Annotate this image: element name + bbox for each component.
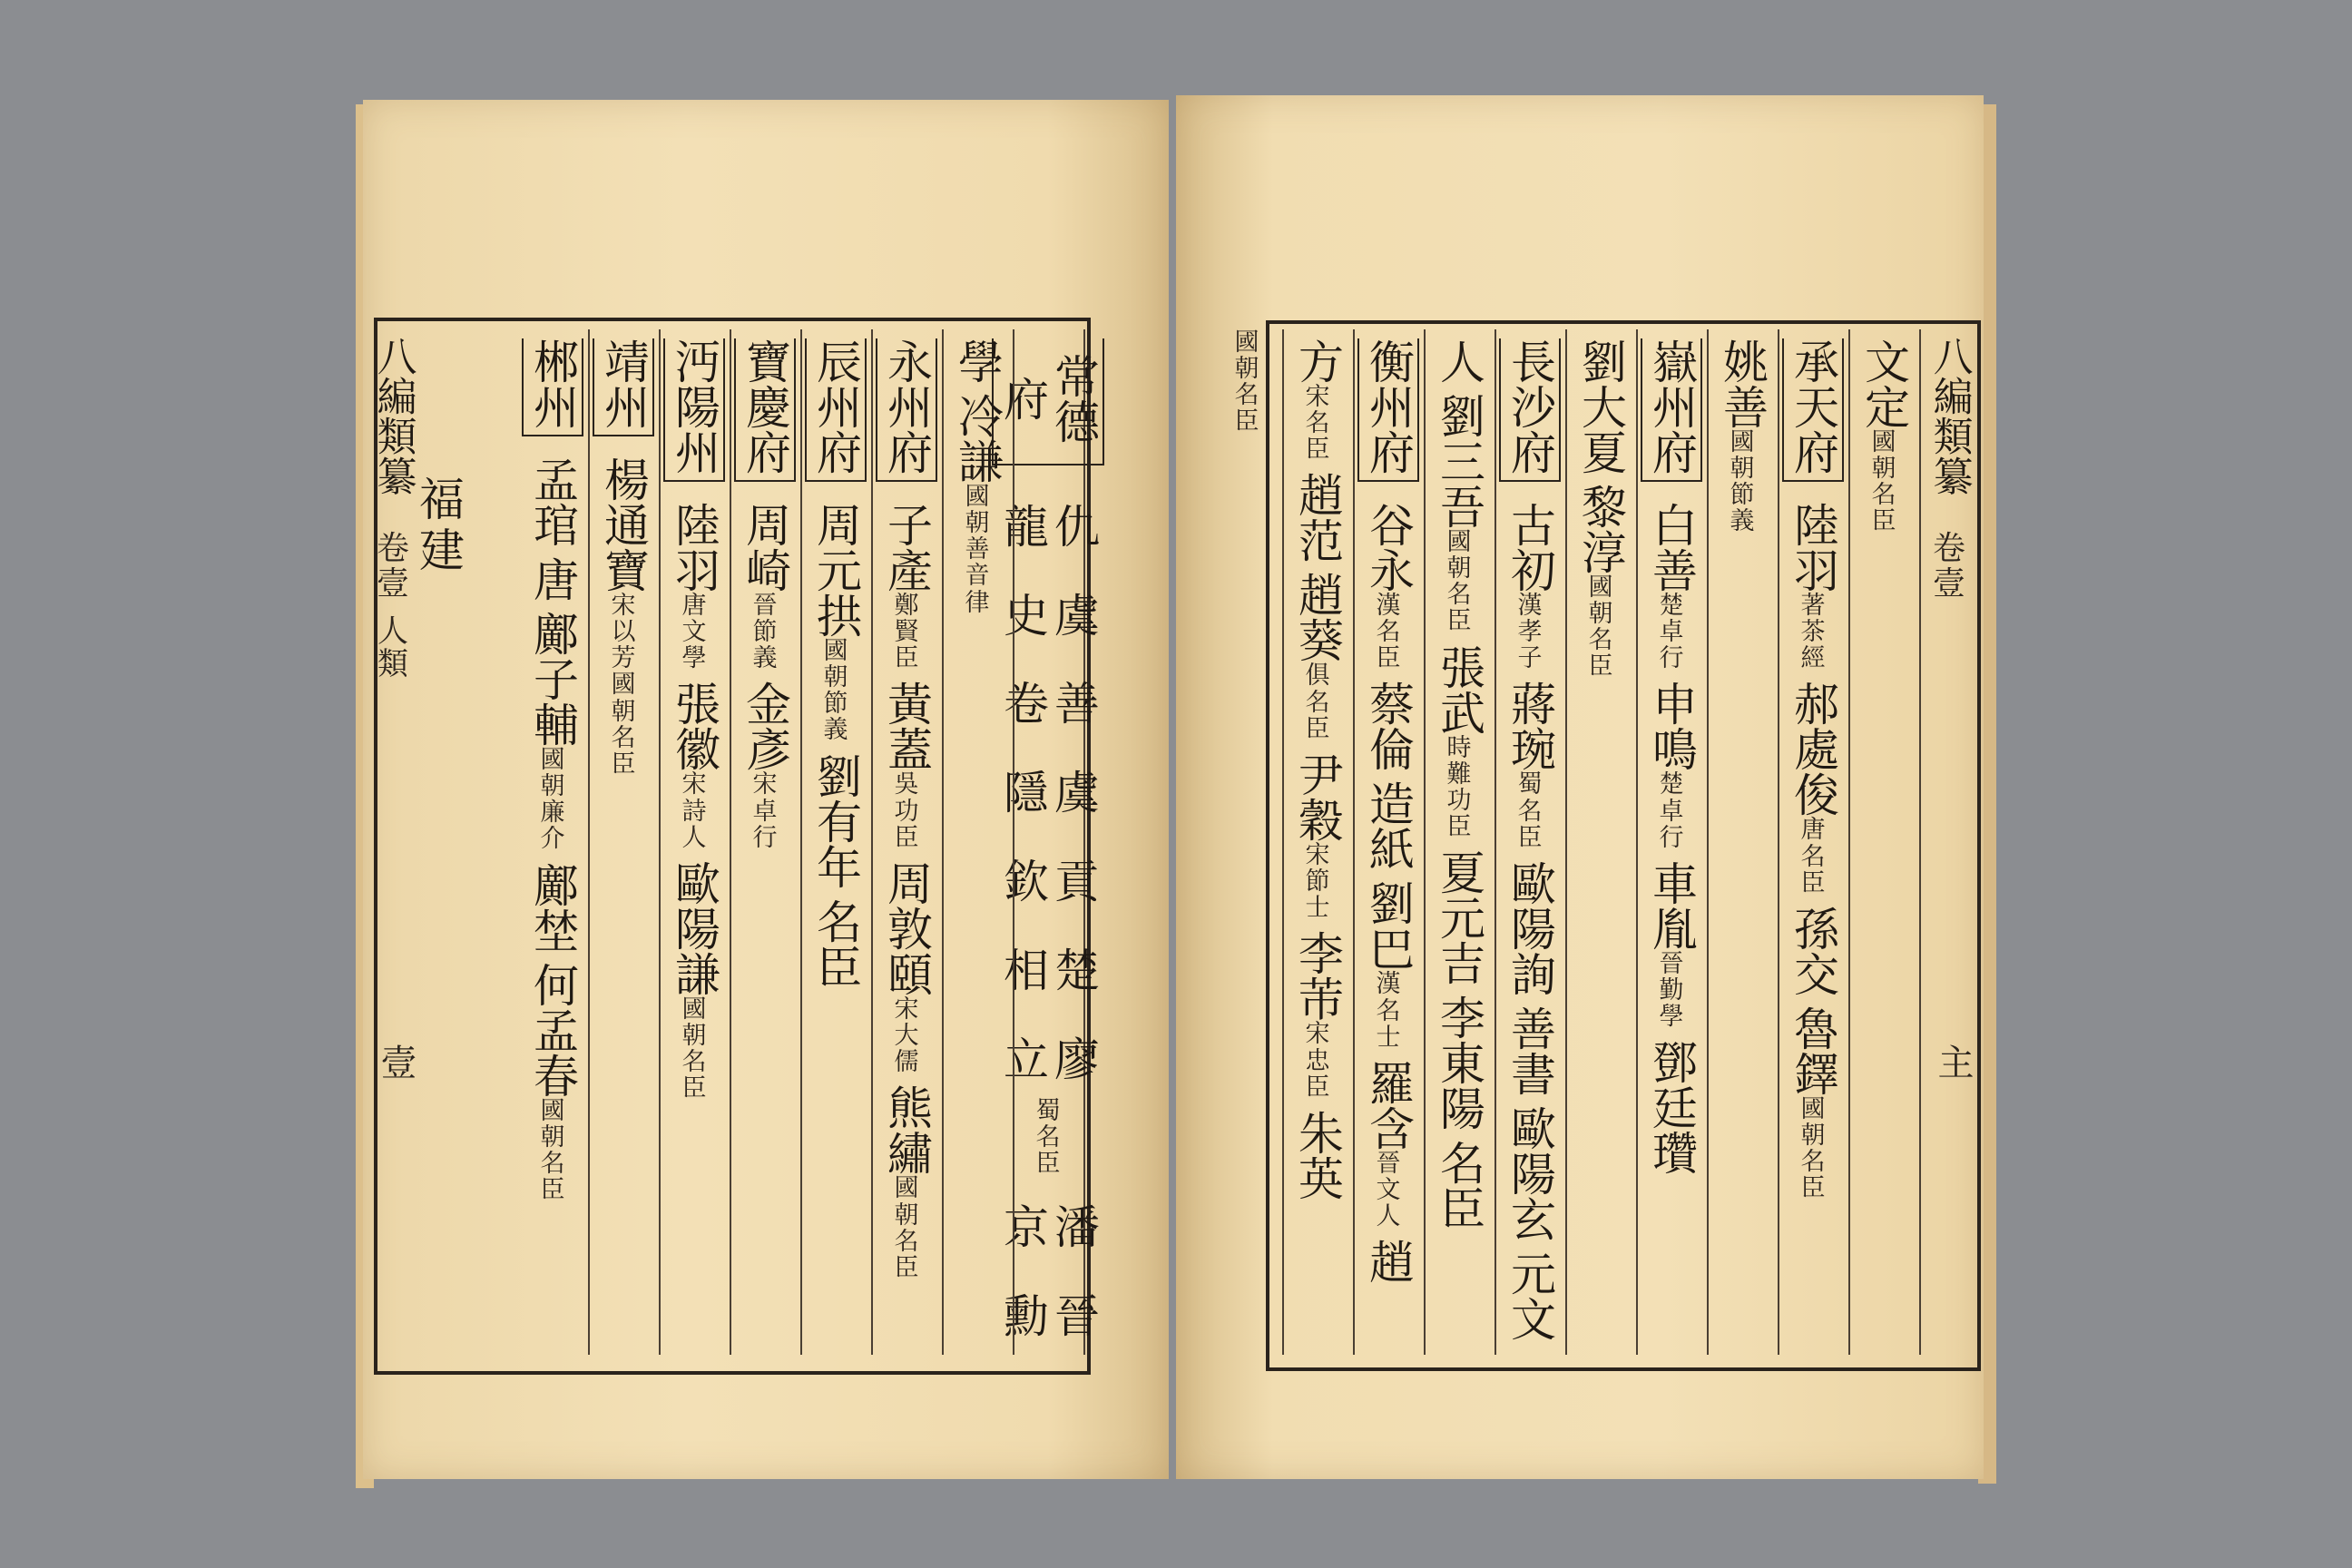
name-entry: 劉大夏	[1574, 338, 1627, 475]
name-entry: 子產	[880, 502, 933, 593]
name-entry: 楚相	[996, 946, 1100, 993]
name-entry: 黎淳	[1574, 484, 1627, 574]
name-entry: 李芾	[1291, 930, 1344, 1022]
name-entry: 朱英	[1291, 1109, 1344, 1200]
name-entry: 周敦頤	[880, 859, 933, 996]
left-gutter-section: 人類	[377, 612, 408, 683]
annotation: 宋詩人	[681, 770, 707, 852]
name-entry: 蔡倫	[1362, 681, 1415, 772]
name-entry: 熊繡	[880, 1084, 933, 1176]
text-column	[588, 329, 661, 1355]
left-gutter-title: 八編類纂	[369, 336, 416, 495]
name-entry: 虞史	[996, 591, 1100, 637]
annotation: 國朝名臣	[1446, 528, 1472, 636]
name-entry: 黃蓋	[880, 681, 933, 772]
right-gutter	[1924, 336, 1975, 603]
name-entry: 廖立	[996, 1034, 1100, 1081]
name-entry: 唐	[526, 556, 579, 602]
annotation: 唐文學	[681, 592, 707, 673]
name-entry: 虞隱	[996, 769, 1100, 815]
name-entry: 夏元吉	[1433, 849, 1485, 986]
annotation: 宋節士	[1305, 840, 1330, 923]
name-entry: 谷永	[1362, 502, 1415, 593]
annotation: 蜀名臣	[1035, 1096, 1061, 1179]
name-entry: 鄺子輔	[526, 611, 579, 747]
prefecture-heading: 長沙府	[1499, 338, 1561, 482]
text-column	[517, 329, 590, 1355]
text-column	[1565, 329, 1638, 1355]
name-entry: 車胤	[1645, 859, 1698, 951]
prefecture-heading: 承天府	[1782, 338, 1844, 482]
annotation: 著茶經	[1800, 592, 1826, 673]
prefecture-heading: 沔陽州	[663, 338, 725, 482]
name-entry: 歐陽玄	[1504, 1104, 1556, 1241]
annotation: 國朝節義	[1730, 428, 1755, 536]
prefecture-heading: 辰州府	[805, 338, 867, 482]
annotation: 宋忠臣	[1305, 1020, 1330, 1102]
name-entry: 名臣	[809, 897, 862, 989]
name-entry: 晉勳	[996, 1292, 1100, 1338]
text-column	[1211, 329, 1284, 1355]
annotation: 國朝名臣	[540, 1096, 565, 1205]
annotation: 宋名臣	[1305, 383, 1330, 465]
prefecture-heading: 永州府	[876, 338, 937, 482]
annotation: 國朝名臣	[611, 671, 636, 779]
name-entry: 蔣琬	[1504, 681, 1556, 772]
prefecture-heading: 嶽州府	[1641, 338, 1702, 482]
name-entry: 仇龍	[996, 502, 1100, 548]
region-label: 福建	[419, 474, 465, 577]
name-entry: 尹穀	[1291, 750, 1344, 842]
annotation: 漢名士	[1376, 970, 1401, 1052]
annotation: 晉節義	[752, 592, 778, 673]
text-column	[659, 329, 731, 1355]
annotation: 國朝名臣	[1588, 573, 1613, 681]
name-entry: 歐陽謙	[668, 859, 720, 996]
name-entry: 鄺埜	[526, 861, 579, 953]
name-entry: 魯鐸	[1787, 1004, 1839, 1096]
annotation: 楚卓行	[1659, 592, 1684, 673]
name-entry: 李東陽	[1433, 995, 1485, 1132]
name-entry: 潘京	[996, 1203, 1100, 1250]
name-entry: 方	[1291, 338, 1344, 384]
name-entry: 善卷	[996, 680, 1100, 726]
name-entry: 陸羽	[668, 502, 720, 593]
text-column	[1707, 329, 1779, 1355]
annotation: 鄭賢臣	[894, 592, 919, 673]
name-entry: 劉有年	[809, 752, 862, 889]
text-column	[1778, 329, 1850, 1355]
text-column	[1282, 329, 1355, 1355]
name-entry: 古初	[1504, 502, 1556, 593]
name-entry: 冷謙	[951, 393, 1004, 484]
text-column	[942, 329, 1014, 1355]
left-gutter	[368, 336, 418, 681]
region-column	[419, 329, 465, 1355]
annotation: 宋卓行	[752, 770, 778, 852]
name-entry: 姚善	[1716, 338, 1769, 429]
annotation: 俱名臣	[1305, 662, 1330, 743]
annotation: 國朝名臣	[1871, 428, 1896, 536]
annotation: 漢名臣	[1376, 592, 1401, 673]
annotation: 國朝廉介	[540, 746, 565, 854]
name-entry: 申鳴	[1645, 681, 1698, 772]
name-entry: 元文	[1504, 1250, 1556, 1341]
name-entry: 劉三吾	[1433, 393, 1485, 529]
text-column	[1494, 329, 1567, 1355]
name-entry: 楊通寶	[597, 456, 650, 593]
name-entry: 陸羽	[1787, 502, 1839, 593]
right-gutter-title: 八編類纂	[1926, 336, 1973, 495]
text-column	[800, 329, 873, 1355]
annotation: 宋以芳	[611, 592, 636, 673]
annotation: 晉勤學	[1659, 949, 1684, 1032]
name-entry: 張武	[1433, 643, 1485, 735]
prefecture-heading: 靖州	[593, 338, 654, 436]
annotation: 唐名臣	[1800, 816, 1826, 897]
name-entry: 羅含	[1362, 1059, 1415, 1151]
text-column	[1424, 329, 1496, 1355]
text-column	[1636, 329, 1709, 1355]
name-entry: 趙	[1362, 1239, 1415, 1285]
name-entry: 白善	[1645, 502, 1698, 593]
name-entry: 趙范	[1291, 472, 1344, 564]
right-folio: 主	[1932, 1044, 1974, 1080]
prefecture-heading: 衡州府	[1357, 338, 1419, 482]
annotation: 國朝名臣	[681, 995, 707, 1103]
text-column	[730, 329, 802, 1355]
annotation: 漢孝子	[1517, 592, 1543, 673]
annotation: 國朝名臣	[894, 1174, 919, 1282]
name-entry: 歐陽詢	[1504, 859, 1556, 996]
text-column	[1353, 329, 1426, 1355]
name-entry: 郝處俊	[1787, 681, 1839, 818]
annotation: 吳功臣	[894, 770, 919, 852]
name-entry: 金彥	[739, 681, 791, 772]
name-entry: 人	[1433, 338, 1485, 384]
name-entry: 鄧廷瓚	[1645, 1039, 1698, 1176]
name-entry: 周崎	[739, 502, 791, 593]
name-entry: 善書	[1504, 1004, 1556, 1096]
annotation: 晉文人	[1376, 1149, 1401, 1231]
name-entry: 孟琯	[526, 456, 579, 547]
prefecture-heading: 郴州	[522, 338, 583, 436]
name-entry: 孫交	[1787, 905, 1839, 996]
text-column	[871, 329, 944, 1355]
name-entry: 趙葵	[1291, 572, 1344, 663]
annotation: 宋大儒	[894, 995, 919, 1077]
name-entry: 名臣	[1433, 1140, 1485, 1231]
text-column	[1848, 329, 1921, 1355]
annotation: 時難功臣	[1446, 733, 1472, 842]
name-entry: 劉巴	[1362, 880, 1415, 972]
right-gutter-volume: 卷壹	[1932, 530, 1965, 603]
name-entry: 貢欽	[996, 858, 1100, 904]
name-entry: 何孟春	[526, 961, 579, 1098]
left-folio: 壹	[375, 1044, 416, 1080]
prefecture-heading: 常德府	[992, 338, 1104, 466]
name-entry: 周元拱	[809, 502, 862, 638]
name-entry: 造紙	[1362, 780, 1415, 872]
name-entry: 張徽	[668, 681, 720, 772]
annotation: 蜀名臣	[1517, 770, 1543, 852]
text-column	[996, 329, 1100, 1355]
name-entry: 學	[951, 338, 1004, 384]
annotation: 楚卓行	[1659, 770, 1684, 852]
annotation: 國朝名臣	[1234, 328, 1259, 436]
annotation: 國朝節義	[823, 637, 848, 745]
annotation: 國朝善音律	[965, 483, 990, 617]
annotation: 國朝名臣	[1800, 1094, 1826, 1203]
left-gutter-volume: 卷壹	[376, 530, 409, 603]
prefecture-heading: 寶慶府	[734, 338, 796, 482]
name-entry: 文定	[1857, 338, 1910, 429]
